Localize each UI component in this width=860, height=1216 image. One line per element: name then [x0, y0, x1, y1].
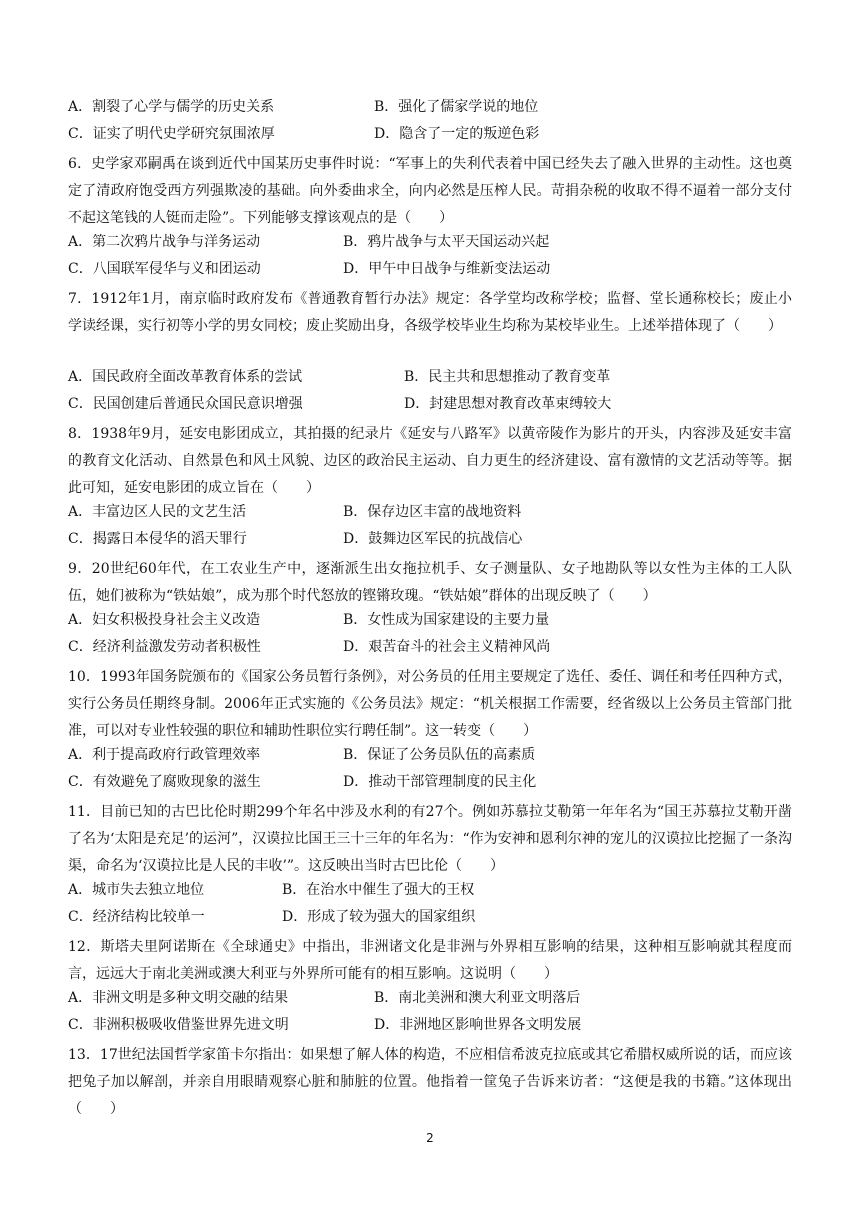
q12-option-d: D．非洲地区影响世界各文明发展 — [374, 1017, 582, 1033]
q9-option-d: D．艰苦奋斗的社会主义精神风尚 — [343, 639, 551, 655]
q12-option-a: A．非洲文明是多种文明交融的结果 — [68, 990, 289, 1006]
q9-option-b: B．女性成为国家建设的主要力量 — [343, 612, 550, 628]
q11-option-c: C．经济结构比较单一 — [68, 909, 205, 925]
q6-option-d: D．甲午中日战争与维新变法运动 — [343, 261, 551, 277]
q6-option-b: B．鸦片战争与太平天国运动兴起 — [343, 234, 550, 250]
q13-stem: 13．17世纪法国哲学家笛卡尔指出：如果想了解人体的构造，不应相信希波克拉底或其它希腊权威所说的话，而应该把兔子加以解剖，并亲自用眼睛观察心脏和肺脏的位置。他指着一筐兔子告诉来访者：“这便是我的书籍。”这体现出（ ） — [68, 1047, 792, 1117]
q10-option-c: C．有效避免了腐败现象的滋生 — [68, 774, 261, 790]
q8-stem: 8．1938年9月，延安电影团成立，其拍摄的纪录片《延安与八路军》以黄帝陵作为影片的开头，内容涉及延安丰富的教育文化活动、自然景色和风土风貌、边区的政治民主运动、自力更生的经济建设、富有激情的文艺活动等等。据此可知，延安电影团的成立旨在（ ） — [68, 426, 792, 496]
q5-option-d: D．隐含了一定的叛逆色彩 — [374, 126, 540, 142]
q7-option-b: B．民主共和思想推动了教育变革 — [404, 369, 611, 385]
q9-stem: 9．20世纪60年代，在工农业生产中，逐渐派生出女拖拉机手、女子测量队、女子地勘队等以女性为主体的工人队伍，她们被称为“铁姑娘”，成为那个时代怒放的铿锵玫瑰。“铁姑娘”群体的出现反映了（ ） — [68, 561, 792, 604]
q10-option-a: A．利于提高政府行政管理效率 — [68, 747, 261, 763]
q5-option-c: C．证实了明代史学研究氛围浓厚 — [68, 126, 275, 142]
q11-stem: 11．目前已知的古巴比伦时期299个年名中涉及水利的有27个。例如苏慕拉艾勒第一年年名为“国王苏慕拉艾勒开凿了名为‘太阳是充足’的运河”，汉谟拉比国王三十三年的年名为：“作为安神和恩利尔神的宠儿的汉谟拉比挖掘了一条沟渠，命名为‘汉谟拉比是人民的丰收’”。这反映出当时古巴比伦（ ） — [68, 804, 792, 874]
q9-option-c: C．经济利益激发劳动者积极性 — [68, 639, 261, 655]
q6-option-c: C．八国联军侵华与义和团运动 — [68, 261, 261, 277]
q9-option-a: A．妇女积极投身社会主义改造 — [68, 612, 261, 628]
q11-option-b: B．在治水中催生了强大的王权 — [282, 882, 475, 898]
q7-stem: 7．1912年1月，南京临时政府发布《普通教育暂行办法》规定：各学堂均改称学校；监督、堂长通称校长；废止小学读经课，实行初等小学的男女同校；废止奖励出身，各级学校毕业生均称为某校毕业生。上述举措体现了（ ） — [68, 291, 792, 334]
q11-option-d: D．形成了较为强大的国家组织 — [282, 909, 476, 925]
q10-option-b: B．保证了公务员队伍的高素质 — [343, 747, 536, 763]
q8-option-b: B．保存边区丰富的战地资料 — [343, 504, 522, 520]
q5-option-a: A．割裂了心学与儒学的历史关系 — [68, 99, 275, 115]
q10-option-d: D．推动干部管理制度的民主化 — [343, 774, 537, 790]
q8-option-d: D．鼓舞边区军民的抗战信心 — [343, 531, 523, 547]
q7-option-d: D．封建思想对教育改革束缚较大 — [404, 396, 612, 412]
q12-option-b: B．南北美洲和澳大利亚文明落后 — [374, 990, 581, 1006]
q12-stem: 12．斯塔夫里阿诺斯在《全球通史》中指出，非洲诸文化是非洲与外界相互影响的结果，这种相互影响就其程度而言，远远大于南北美洲或澳大利亚与外界所可能有的相互影响。这说明（ ） — [68, 939, 792, 982]
q11-option-a: A．城市失去独立地位 — [68, 882, 205, 898]
q8-option-c: C．揭露日本侵华的滔天罪行 — [68, 531, 247, 547]
page-number: 2 — [426, 1131, 434, 1145]
q8-option-a: A．丰富边区人民的文艺生活 — [68, 504, 247, 520]
q6-stem: 6．史学家邓嗣禹在谈到近代中国某历史事件时说：“军事上的失利代表着中国已经失去了融入世界的主动性。这也奠定了清政府饱受西方列强欺凌的基础。向外委曲求全，向内必然是压榨人民。苛捐杂税的收取不得不逼着一部分支付不起这笔钱的人铤而走险”。下列能够支撑该观点的是（ ） — [68, 156, 792, 226]
q7-option-c: C．民国创建后普通民众国民意识增强 — [68, 396, 303, 412]
q10-stem: 10．1993年国务院颁布的《国家公务员暂行条例》，对公务员的任用主要规定了选任、委任、调任和考任四种方式，实行公务员任期终身制。2006年正式实施的《公务员法》规定：“机关根据工作需要，经省级以上公务员主管部门批准，可以对专业性较强的职位和辅助性职位实行聘任制”。这一转变（ ） — [68, 669, 792, 739]
q5-option-b: B．强化了儒家学说的地位 — [374, 99, 539, 115]
q7-option-a: A．国民政府全面改革教育体系的尝试 — [68, 369, 303, 385]
q6-option-a: A．第二次鸦片战争与洋务运动 — [68, 234, 261, 250]
q12-option-c: C．非洲积极吸收借鉴世界先进文明 — [68, 1017, 289, 1033]
